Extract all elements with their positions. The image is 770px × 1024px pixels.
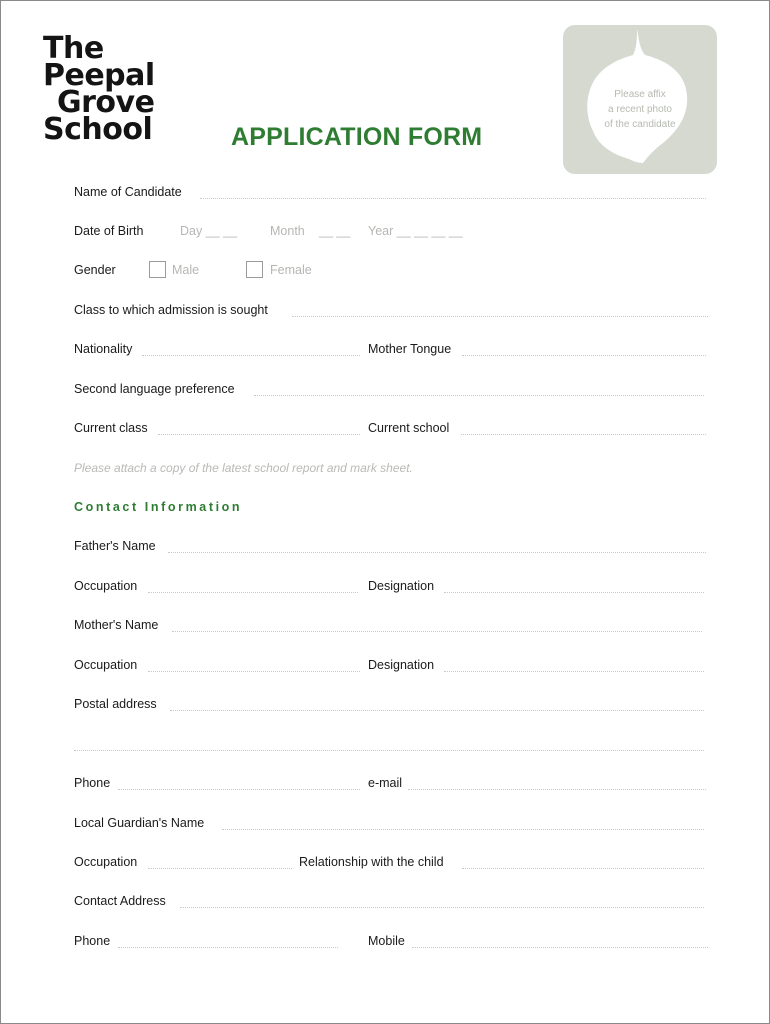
- candidate-name-field[interactable]: [200, 198, 706, 199]
- photo-instructions: [563, 87, 717, 132]
- gender-male-checkbox[interactable]: [149, 261, 166, 278]
- mother-occupation-label: Occupation: [74, 658, 138, 672]
- father-name-field[interactable]: [168, 552, 706, 553]
- candidate-name-label: Name of Candidate: [74, 185, 182, 199]
- form-title: APPLICATION FORM: [231, 123, 483, 151]
- gender-label: Gender: [74, 263, 116, 277]
- class-sought-label: Class to which admission is sought: [74, 303, 268, 317]
- guardian-phone-label: Phone: [74, 934, 111, 948]
- dob-month-field[interactable]: __ __: [319, 224, 351, 238]
- gender-row: [74, 263, 706, 283]
- logo-line-3: Grove: [57, 85, 155, 120]
- current-school-label: Current school: [368, 421, 450, 435]
- contact-section-title: Contact Information: [74, 500, 243, 514]
- relationship-field[interactable]: [462, 868, 704, 869]
- attach-report-note: Please attach a copy of the latest school report and mark sheet.: [74, 461, 413, 475]
- gender-male-label: Male: [172, 263, 200, 277]
- mother-occupation-field[interactable]: [148, 671, 360, 672]
- postal-address-field-line-2[interactable]: [74, 750, 704, 751]
- guardian-name-label: Local Guardian's Name: [74, 816, 205, 830]
- dob-row: [74, 224, 706, 244]
- school-logo: [43, 31, 155, 147]
- mother-designation-label: Designation: [368, 658, 435, 672]
- father-occupation-field[interactable]: [148, 592, 358, 593]
- guardian-occupation-label: Occupation: [74, 855, 138, 869]
- father-occupation-row: [74, 579, 706, 599]
- photo-instruction-line: of the candidate: [604, 119, 676, 130]
- email-field[interactable]: [408, 789, 706, 790]
- mother-name-row: [74, 618, 706, 638]
- second-language-row: [74, 382, 704, 402]
- second-language-label: Second language preference: [74, 382, 235, 396]
- mother-occupation-row: [74, 658, 706, 678]
- phone-email-row: [74, 776, 706, 796]
- current-school-field[interactable]: [461, 434, 706, 435]
- email-label: e-mail: [368, 776, 403, 790]
- father-occupation-label: Occupation: [74, 579, 138, 593]
- contact-address-row: [74, 894, 706, 914]
- guardian-name-row: [74, 816, 706, 836]
- dob-day-field[interactable]: Day __ __: [180, 224, 237, 238]
- logo-line-2: Peepal: [43, 58, 155, 93]
- current-class-label: Current class: [74, 421, 148, 435]
- postal-address-label: Postal address: [74, 697, 157, 711]
- father-name-label: Father's Name: [74, 539, 156, 553]
- postal-address-row: [74, 697, 706, 717]
- nationality-label: Nationality: [74, 342, 133, 356]
- photo-placeholder: [563, 25, 717, 174]
- guardian-occupation-field[interactable]: [148, 868, 292, 869]
- phone-label: Phone: [74, 776, 111, 790]
- gender-female-checkbox[interactable]: [246, 261, 263, 278]
- dob-label: Date of Birth: [74, 224, 144, 238]
- logo-line-1: The: [43, 31, 104, 66]
- relationship-label: Relationship with the child: [299, 855, 444, 869]
- mother-tongue-label: Mother Tongue: [368, 342, 452, 356]
- guardian-name-field[interactable]: [222, 829, 704, 830]
- current-class-row: [74, 421, 706, 441]
- candidate-name-row: [74, 185, 706, 205]
- father-name-row: [74, 539, 706, 559]
- class-sought-field[interactable]: [292, 316, 708, 317]
- mobile-label: Mobile: [368, 934, 405, 948]
- contact-address-field[interactable]: [180, 907, 704, 908]
- mother-designation-field[interactable]: [444, 671, 704, 672]
- second-language-field[interactable]: [254, 395, 704, 396]
- phone-field[interactable]: [118, 789, 360, 790]
- nationality-row: [74, 342, 706, 362]
- father-designation-field[interactable]: [444, 592, 704, 593]
- photo-instruction-line: Please affix: [614, 89, 666, 100]
- current-class-field[interactable]: [158, 434, 360, 435]
- father-designation-label: Designation: [368, 579, 435, 593]
- gender-female-label: Female: [270, 263, 312, 277]
- mother-name-field[interactable]: [172, 631, 702, 632]
- contact-address-label: Contact Address: [74, 894, 166, 908]
- guardian-phone-field[interactable]: [118, 947, 338, 948]
- logo-line-4: School: [43, 112, 153, 147]
- postal-address-row-2: [74, 737, 706, 757]
- mobile-field[interactable]: [412, 947, 708, 948]
- postal-address-field[interactable]: [170, 710, 704, 711]
- dob-year-field[interactable]: Year __ __ __ __: [368, 224, 463, 238]
- mother-name-label: Mother's Name: [74, 618, 159, 632]
- nationality-field[interactable]: [142, 355, 360, 356]
- photo-instruction-line: a recent photo: [608, 104, 672, 115]
- class-sought-row: [74, 303, 708, 323]
- guardian-phone-row: [74, 934, 708, 954]
- mother-tongue-field[interactable]: [462, 355, 706, 356]
- guardian-occupation-row: [74, 855, 706, 875]
- dob-month-label: Month: [270, 224, 305, 238]
